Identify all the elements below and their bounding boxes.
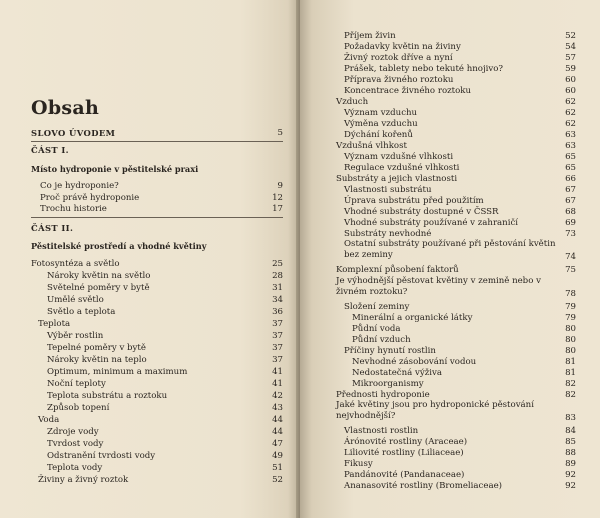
toc-entry: Trochu historie 17: [40, 204, 283, 214]
toc-entry: Prášek, tablety nebo tekuté hnojivo? 59: [344, 64, 576, 74]
toc-entry: Teplota 37: [38, 319, 283, 329]
toc-entry: Vhodné substráty používané v zahraničí 69: [344, 218, 576, 228]
toc-entry: Světelné poměry v bytě 31: [47, 283, 283, 293]
toc-entry: Půdní vzduch 80: [352, 335, 576, 345]
toc-entry: Fotosyntéza a světlo 25: [31, 259, 283, 269]
toc-entry: Mikroorganismy 82: [352, 379, 576, 389]
toc-entry: Ostatní substráty používané při pěstování květin bez zeminy 74: [344, 239, 576, 262]
toc-entry: Příjem živin 52: [344, 31, 576, 41]
toc-entry: Úprava substrátu před použitím 67: [344, 196, 576, 206]
toc-entry: Optimum, minimum a maximum 41: [47, 367, 283, 377]
toc-entry: Vlastnosti rostlin 84: [344, 426, 576, 436]
toc-entry: Liliovité rostliny (Liliaceae) 88: [344, 448, 576, 458]
toc-part-1-title: Místo hydroponie v pěstitelské praxi: [31, 164, 199, 174]
divider: [31, 141, 283, 142]
toc-entry: Živiny a živný roztok 52: [38, 475, 283, 485]
toc-entry: Příčiny hynutí rostlin 80: [344, 346, 576, 356]
toc-entry: Odstranění tvrdosti vody 49: [47, 451, 283, 461]
toc-part-2-label: ČÁST II.: [31, 223, 74, 233]
toc-entry: Význam vzduchu 62: [344, 108, 576, 118]
toc-entry: Umělé světlo 34: [47, 295, 283, 305]
toc-entry: Význam vzdušné vlhkosti 65: [344, 152, 576, 162]
toc-entry: Regulace vzdušné vlhkosti 65: [344, 163, 576, 173]
toc-entry: Árónovité rostliny (Araceae) 85: [344, 437, 576, 447]
toc-entry-foreword: SLOVO ÚVODEM 5: [31, 128, 283, 138]
toc-entry: Pandánovité (Pandanaceae) 92: [344, 470, 576, 480]
toc-entry: Vhodné substráty dostupné v ČSSR 68: [344, 207, 576, 217]
toc-entry: Způsob topení 43: [47, 403, 283, 413]
toc-entry: Substráty a jejich vlastnosti 66: [336, 174, 576, 184]
toc-entry: Výměna vzduchu 62: [344, 119, 576, 129]
toc-entry: Příprava živného roztoku 60: [344, 75, 576, 85]
toc-entry: Tepelné poměry v bytě 37: [47, 343, 283, 353]
toc-entry: Složení zeminy 79: [344, 302, 576, 312]
toc-entry: Koncentrace živného roztoku 60: [344, 86, 576, 96]
toc-entry: Voda 44: [38, 415, 283, 425]
toc-entry: Noční teploty 41: [47, 379, 283, 389]
toc-entry: Živný roztok dříve a nyní 57: [344, 53, 576, 63]
toc-entry: Nároky květin na světlo 28: [47, 271, 283, 281]
toc-entry: Nároky květin na teplo 37: [47, 355, 283, 365]
toc-entry: Komplexní působení faktorů 75: [336, 265, 576, 275]
toc-entry: Jaké květiny jsou pro hydroponické pěstování nejvhodnější? 83: [336, 400, 576, 423]
right-page: [300, 0, 600, 518]
divider: [31, 217, 283, 218]
toc-part-2-title: Pěstitelské prostředí a vhodné květiny: [31, 241, 207, 251]
toc-entry: Přednosti hydroponie 82: [336, 390, 576, 400]
toc-entry: Substráty nevhodné 73: [344, 229, 576, 239]
toc-entry: Požadavky květin na živiny 54: [344, 42, 576, 52]
toc-entry: Tvrdost vody 47: [47, 439, 283, 449]
toc-entry: Fikusy 89: [344, 459, 576, 469]
toc-entry: Je výhodnější pěstovat květiny v zemině nebo v živném roztoku? 78: [336, 276, 576, 299]
toc-entry: Výběr rostlin 37: [47, 331, 283, 341]
toc-entry: Vlastnosti substrátu 67: [344, 185, 576, 195]
toc-entry: Vzduch 62: [336, 97, 576, 107]
toc-entry: Minerální a organické látky 79: [352, 313, 576, 323]
toc-entry: Nedostatečná výživa 81: [352, 368, 576, 378]
toc-entry: Ananasovité rostliny (Bromeliaceae) 92: [344, 481, 576, 491]
toc-entry: Zdroje vody 44: [47, 427, 283, 437]
toc-entry: Teplota vody 51: [47, 463, 283, 473]
toc-entry: Proč právě hydroponie 12: [40, 193, 283, 203]
toc-entry: Teplota substrátu a roztoku 42: [47, 391, 283, 401]
contents-title: Obsah: [31, 97, 100, 119]
toc-entry: Dýchání kořenů 63: [344, 130, 576, 140]
toc-entry: Nevhodné zásobování vodou 81: [352, 357, 576, 367]
toc-entry: Světlo a teplota 36: [47, 307, 283, 317]
toc-entry: Vzdušná vlhkost 63: [336, 141, 576, 151]
toc-entry: Co je hydroponie? 9: [40, 181, 283, 191]
toc-entry: Půdní voda 80: [352, 324, 576, 334]
toc-part-1-label: ČÁST I.: [31, 145, 69, 155]
